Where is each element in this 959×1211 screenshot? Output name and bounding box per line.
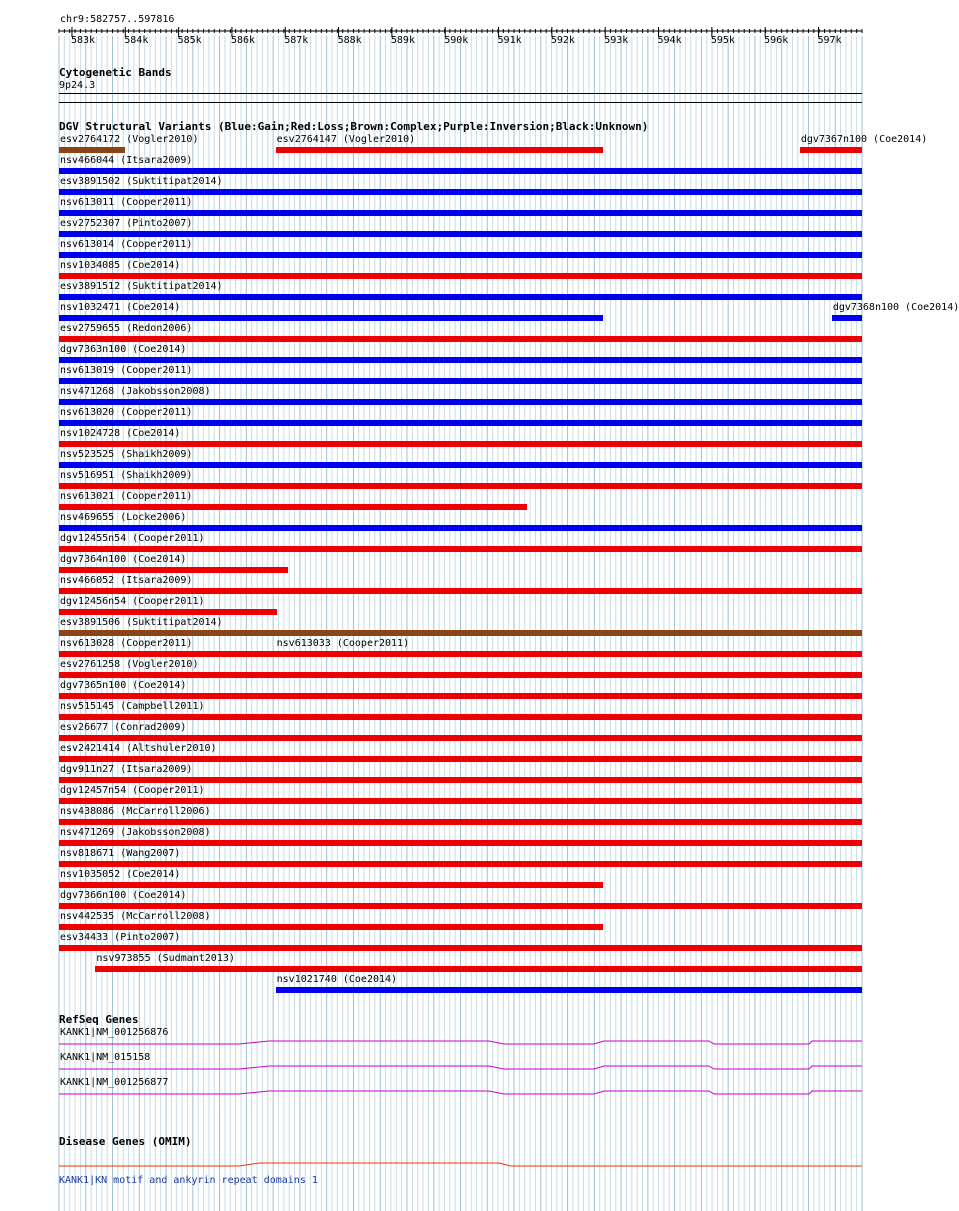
- variant-label[interactable]: nsv442535 (McCarroll2008): [60, 911, 211, 922]
- ruler-tick-label: 585k: [177, 35, 202, 46]
- variant-label[interactable]: nsv523525 (Shaikh2009): [60, 449, 193, 460]
- variant-label[interactable]: dgv911n27 (Itsara2009): [60, 764, 193, 775]
- omim-gene-label[interactable]: KANK1|KN motif and ankyrin repeat domains 1: [59, 1175, 318, 1186]
- variant-label[interactable]: dgv12455n54 (Cooper2011): [60, 533, 205, 544]
- ruler-tick-label: 597k: [817, 35, 842, 46]
- region-coordinates: chr9:582757..597816: [60, 14, 175, 25]
- dgv-track-title: DGV Structural Variants (Blue:Gain;Red:Loss;Brown:Complex;Purple:Inversion;Black:Unknown): [59, 120, 649, 133]
- refseq-gene-label[interactable]: KANK1|NM_001256877: [60, 1077, 169, 1088]
- variant-label[interactable]: nsv1035052 (Coe2014): [60, 869, 181, 880]
- variant-label[interactable]: nsv1024728 (Coe2014): [60, 428, 181, 439]
- variant-label[interactable]: esv2759655 (Redon2006): [60, 323, 193, 334]
- refseq-gene-model[interactable]: [59, 1066, 862, 1069]
- ruler-tick-label: 593k: [604, 35, 629, 46]
- variant-label[interactable]: nsv516951 (Shaikh2009): [60, 470, 193, 481]
- variant-label[interactable]: dgv12457n54 (Cooper2011): [60, 785, 205, 796]
- ruler-tick-label: 588k: [337, 35, 362, 46]
- ruler-tick-label: 592k: [550, 35, 575, 46]
- variant-label[interactable]: dgv12456n54 (Cooper2011): [60, 596, 205, 607]
- variant-label[interactable]: nsv438086 (McCarroll2006): [60, 806, 211, 817]
- variant-label[interactable]: esv3891502 (Suktitipat2014): [60, 176, 223, 187]
- refseq-track-title: RefSeq Genes: [59, 1013, 139, 1026]
- variant-label[interactable]: nsv471268 (Jakobsson2008): [60, 386, 211, 397]
- variant-label[interactable]: dgv7367n100 (Coe2014): [800, 134, 928, 145]
- variant-label[interactable]: esv2761258 (Vogler2010): [60, 659, 199, 670]
- variant-label[interactable]: nsv613011 (Cooper2011): [60, 197, 193, 208]
- variant-label[interactable]: nsv613028 (Cooper2011): [60, 638, 193, 649]
- ruler-tick-label: 590k: [444, 35, 469, 46]
- ruler-tick-label: 587k: [284, 35, 309, 46]
- variant-label[interactable]: nsv1034085 (Coe2014): [60, 260, 181, 271]
- ruler-tick-label: 595k: [710, 35, 735, 46]
- variant-label[interactable]: dgv7368n100 (Coe2014): [832, 302, 959, 313]
- ruler-tick-label: 591k: [497, 35, 522, 46]
- variant-label[interactable]: esv34433 (Pinto2007): [60, 932, 181, 943]
- variant-label[interactable]: nsv471269 (Jakobsson2008): [60, 827, 211, 838]
- variant-label[interactable]: nsv1021740 (Coe2014): [276, 974, 398, 985]
- ruler-tick-label: 586k: [230, 35, 256, 46]
- variant-label[interactable]: esv2764172 (Vogler2010): [60, 134, 199, 145]
- variant-label[interactable]: esv2764147 (Vogler2010): [276, 134, 416, 145]
- variant-label[interactable]: nsv466052 (Itsara2009): [60, 575, 193, 586]
- variant-label[interactable]: nsv1032471 (Coe2014): [60, 302, 181, 313]
- refseq-gene-model[interactable]: [59, 1091, 862, 1094]
- variant-label[interactable]: nsv973855 (Sudmant2013): [96, 953, 235, 964]
- variant-label[interactable]: esv2752307 (Pinto2007): [60, 218, 193, 229]
- variant-label[interactable]: nsv613033 (Cooper2011): [276, 638, 410, 649]
- refseq-gene-label[interactable]: KANK1|NM_001256876: [60, 1027, 169, 1038]
- variant-label[interactable]: esv2421414 (Altshuler2010): [60, 743, 217, 754]
- variant-label[interactable]: nsv818671 (Wang2007): [60, 848, 181, 859]
- variant-label[interactable]: nsv466044 (Itsara2009): [60, 155, 193, 166]
- cytoband-track-title: Cytogenetic Bands: [59, 66, 172, 79]
- variant-label[interactable]: nsv613019 (Cooper2011): [60, 365, 193, 376]
- omim-gene-model[interactable]: [59, 1163, 862, 1166]
- variant-label[interactable]: esv3891512 (Suktitipat2014): [60, 281, 223, 292]
- variant-label[interactable]: dgv7363n100 (Coe2014): [60, 344, 187, 355]
- variant-label[interactable]: nsv613021 (Cooper2011): [60, 491, 193, 502]
- variant-label[interactable]: nsv469655 (Locke2006): [60, 512, 187, 523]
- variant-label[interactable]: nsv515145 (Campbell2011): [60, 701, 205, 712]
- refseq-gene-label[interactable]: KANK1|NM_015158: [60, 1052, 151, 1063]
- cytoband-label: 9p24.3: [59, 80, 96, 91]
- refseq-gene-model[interactable]: [59, 1041, 862, 1044]
- ruler-tick-label: 594k: [657, 35, 682, 46]
- variant-label[interactable]: esv3891506 (Suktitipat2014): [60, 617, 223, 628]
- omim-track-title: Disease Genes (OMIM): [59, 1135, 192, 1148]
- variant-label[interactable]: dgv7364n100 (Coe2014): [60, 554, 187, 565]
- variant-label[interactable]: nsv613014 (Cooper2011): [60, 239, 193, 250]
- ruler-tick-label: 596k: [764, 35, 789, 46]
- ruler-tick-label: 589k: [390, 35, 415, 46]
- variant-label[interactable]: dgv7366n100 (Coe2014): [60, 890, 187, 901]
- ruler-tick-label: 584k: [124, 35, 149, 46]
- variant-label[interactable]: esv26677 (Conrad2009): [60, 722, 187, 733]
- variant-label[interactable]: nsv613020 (Cooper2011): [60, 407, 193, 418]
- variant-label[interactable]: dgv7365n100 (Coe2014): [60, 680, 187, 691]
- ruler-tick-label: 583k: [70, 35, 96, 46]
